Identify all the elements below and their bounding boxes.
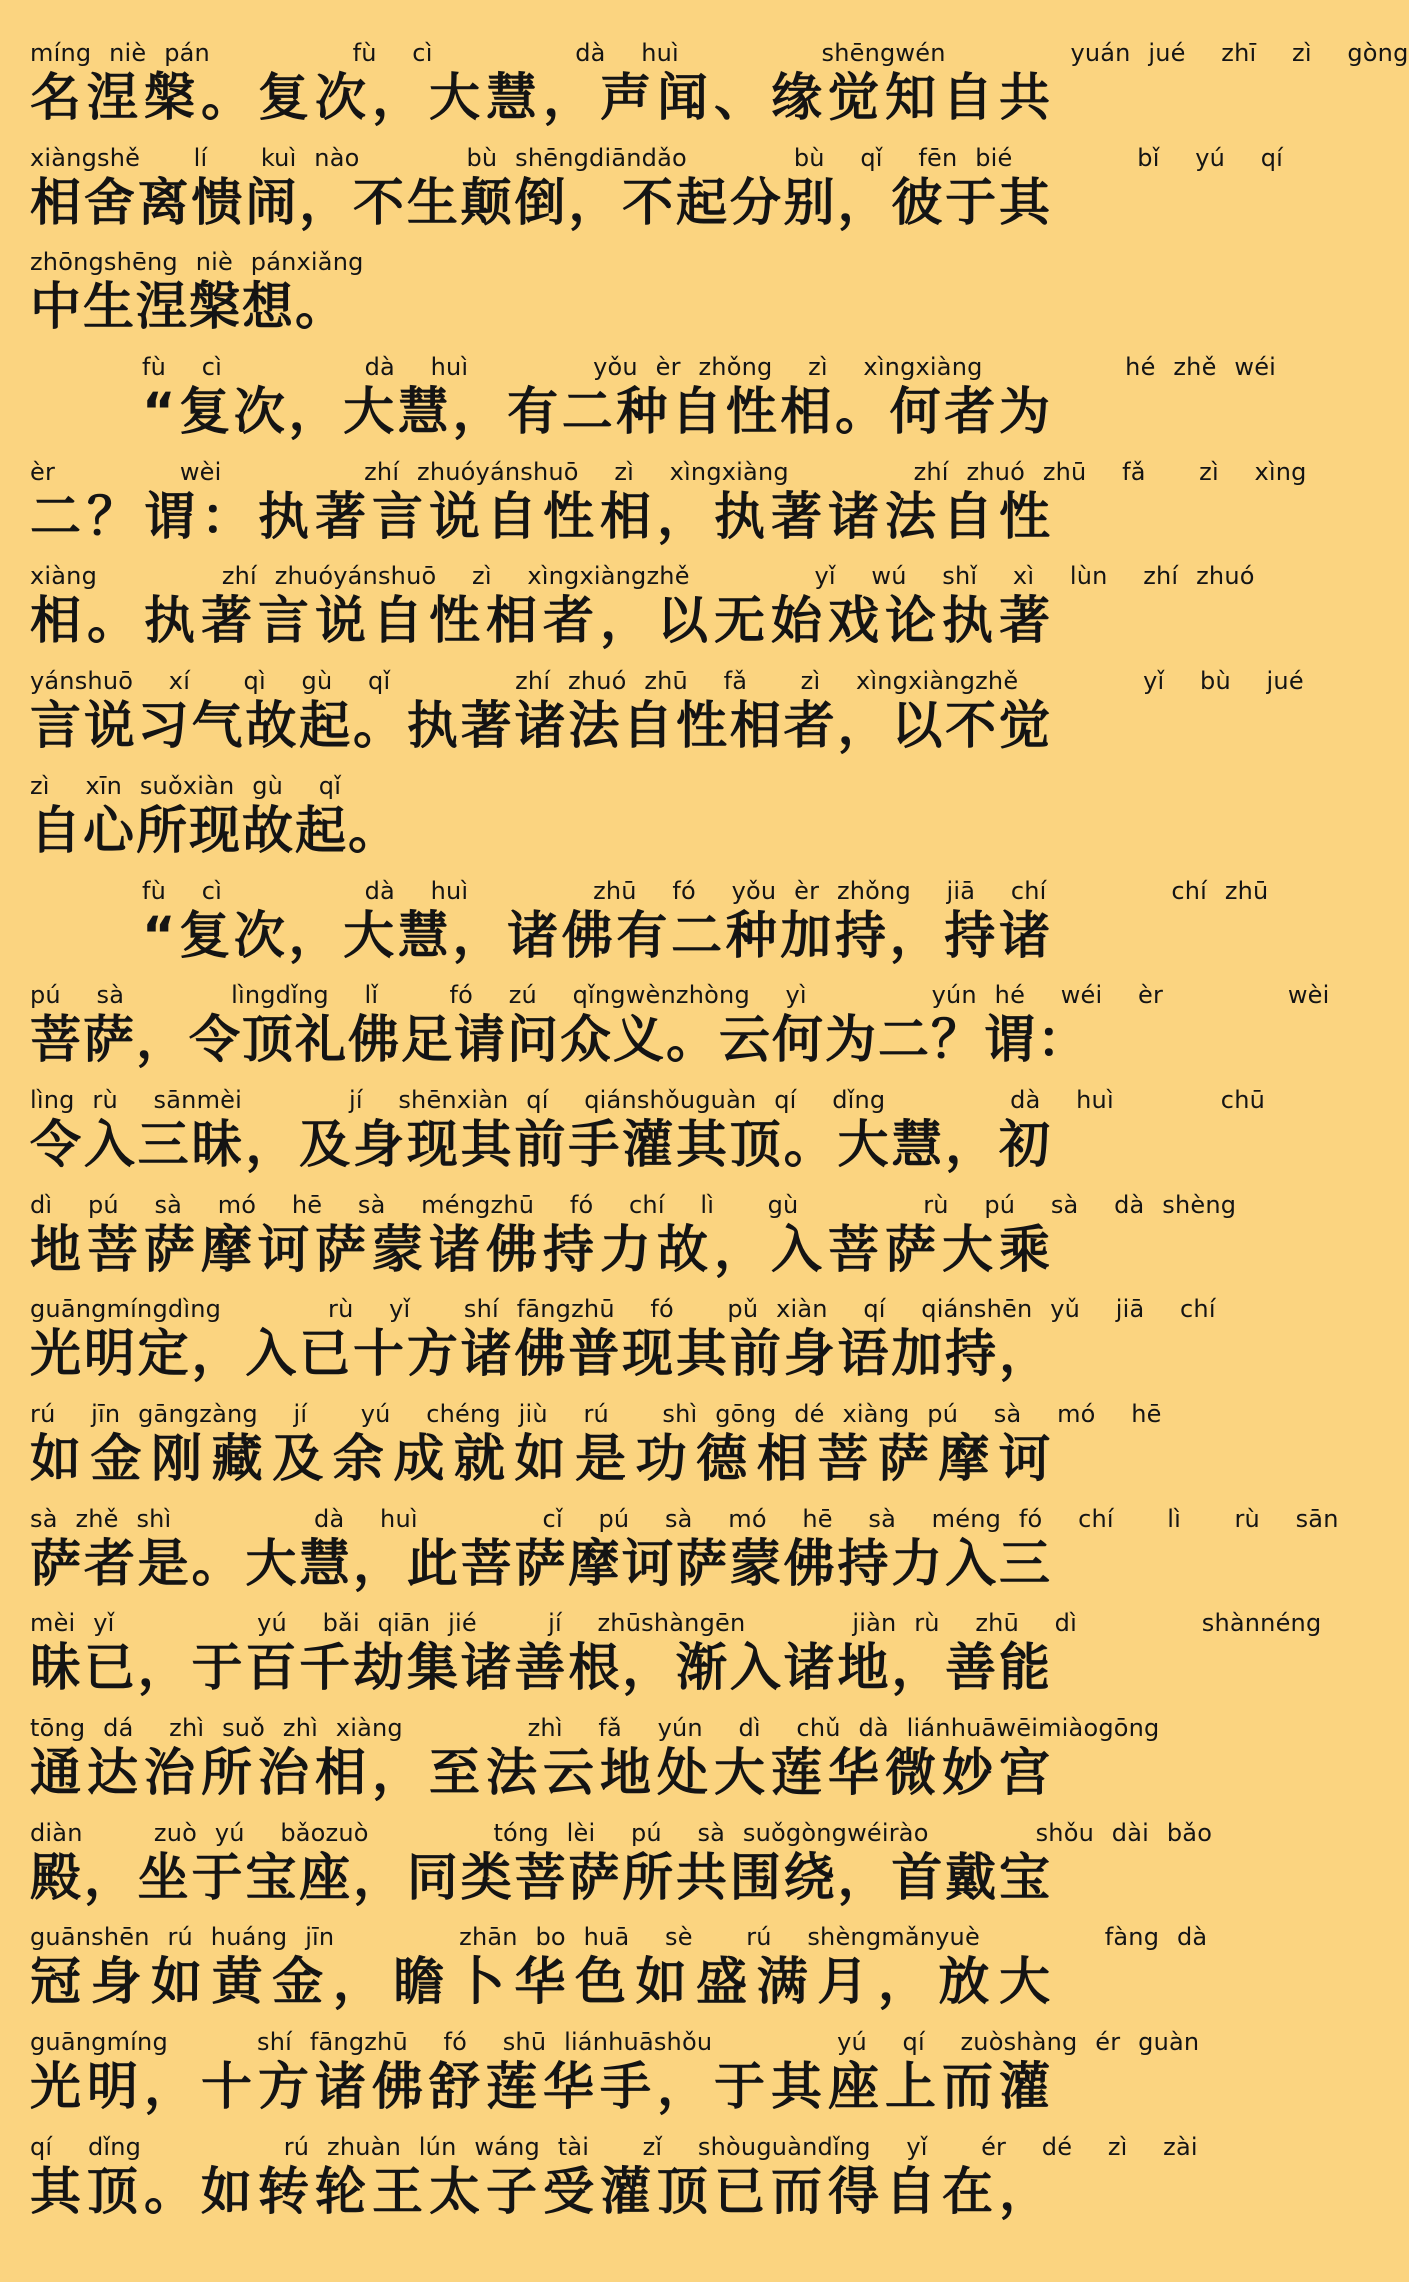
pinyin-row: fù cì dà huì zhū fó yǒu èr zhǒng jiā chí chí zhū <box>142 876 1269 905</box>
pinyin-row: diàn zuò yú bǎozuò tóng lèi pú sà suǒgòngwéirào shǒu dài bǎo <box>30 1818 1213 1847</box>
hanzi-row: 通达治所治相，至法云地处大莲华微妙宫 <box>30 1744 1052 1803</box>
pinyin-row: èr wèi zhí zhuóyánshuō zì xìngxiàng zhí zhuó zhū fǎ zì xìng <box>30 457 1307 486</box>
hanzi-row: 光明定，入已十方诸佛普现其前身语加持， <box>30 1325 1052 1385</box>
hanzi-row: 名涅槃。复次，大慧，声闻、缘觉知自共 <box>30 69 1052 128</box>
verse-line <box>30 980 1330 1085</box>
pinyin-row: rú jīn gāngzàng jí yú chéng jiù rú shì gōng dé xiàng pú sà mó hē <box>30 1399 1162 1428</box>
hanzi-row: 其顶。如转轮王太子受灌顶已而得自在， <box>30 2162 1052 2222</box>
pinyin-row: guāngmíng shí fāngzhū fó shū liánhuāshǒu yú qí zuòshàng ér guàn <box>30 2028 1200 2057</box>
verse-line <box>30 1085 1266 1190</box>
verse-line <box>30 876 1269 981</box>
pinyin-row: zhōngshēng niè pánxiǎng <box>30 248 364 277</box>
verse-line <box>30 1190 1237 1295</box>
hanzi-row: 自心所现故起。 <box>30 801 402 861</box>
hanzi-row: “复次，大慧，诸佛有二种加持，持诸 <box>142 906 1052 966</box>
verse-line <box>30 1294 1216 1399</box>
pinyin-row: míng niè pán fù cì dà huì shēngwén yuán jué zhī zì gòng <box>30 39 1409 67</box>
pinyin-row: zì xīn suǒxiàn gù qǐ <box>30 771 342 800</box>
verse-line <box>30 771 1052 876</box>
pinyin-row: mèi yǐ yú bǎi qiān jié jí zhūshàngēn jiàn rù zhū dì shànnéng <box>30 1609 1322 1638</box>
pinyin-row: xiàng zhí zhuóyánshuō zì xìngxiàngzhě yǐ wú shǐ xì lùn zhí zhuó <box>30 562 1255 591</box>
pinyin-row: tōng dá zhì suǒ zhì xiàng zhì fǎ yún dì chǔ dà liánhuāwēimiàogōng <box>30 1714 1160 1742</box>
verse-line <box>30 2027 1200 2132</box>
verse-line <box>30 666 1304 771</box>
hanzi-row: 令入三昧，及身现其前手灌其顶。大慧，初 <box>30 1115 1052 1175</box>
pinyin-row: pú sà lìngdǐng lǐ fó zú qǐngwènzhòng yì yún hé wéi èr wèi <box>30 981 1330 1010</box>
verse-line <box>30 1399 1162 1504</box>
verse-line <box>30 143 1283 248</box>
hanzi-row: 如金刚藏及余成就如是功德相菩萨摩诃 <box>30 1429 1052 1489</box>
hanzi-row: 中生涅槃想。 <box>30 278 349 338</box>
verse-line <box>30 1713 1160 1818</box>
verse-line <box>30 352 1277 457</box>
pinyin-row: xiàngshě lí kuì nào bù shēngdiāndǎo bù qǐ fēn bié bǐ yú qí <box>30 143 1283 172</box>
hanzi-row: 二？谓：执著言说自性相，执著诸法自性 <box>30 487 1052 547</box>
verse-line <box>30 1922 1208 2027</box>
pinyin-row: guānshēn rú huáng jīn zhān bo huā sè rú shèngmǎnyuè fàng dà <box>30 1923 1208 1952</box>
pinyin-row: qí dǐng rú zhuàn lún wáng tài zǐ shòuguàndǐng yǐ ér dé zì zài <box>30 2132 1198 2161</box>
pinyin-row: sà zhě shì dà huì cǐ pú sà mó hē sà méng fó chí lì rù sān <box>30 1504 1339 1533</box>
verse-line <box>30 561 1255 666</box>
verse-line <box>30 247 1052 352</box>
hanzi-row: 光明，十方诸佛舒莲华手，于其座上而灌 <box>30 2058 1052 2118</box>
hanzi-row: 相。执著言说自性相者，以无始戏论执著 <box>30 592 1052 652</box>
hanzi-row: 萨者是。大慧，此菩萨摩诃萨蒙佛持力入三 <box>30 1534 1052 1594</box>
hanzi-row: 殿，坐于宝座，同类菩萨所共围绕，首戴宝 <box>30 1848 1052 1908</box>
hanzi-row: “复次，大慧，有二种自性相。何者为 <box>142 383 1052 443</box>
verse-line <box>30 1504 1339 1609</box>
pinyin-row: fù cì dà huì yǒu èr zhǒng zì xìngxiàng hé zhě wéi <box>142 353 1277 382</box>
pinyin-row: yánshuō xí qì gù qǐ zhí zhuó zhū fǎ zì xìngxiàngzhě yǐ bù jué <box>30 667 1304 696</box>
pinyin-row: dì pú sà mó hē sà méngzhū fó chí lì gù rù pú sà dà shèng <box>30 1190 1237 1219</box>
verse-line <box>30 1818 1213 1923</box>
hanzi-row: 昧已，于百千劫集诸善根，渐入诸地，善能 <box>30 1639 1052 1699</box>
hanzi-row: 菩萨，令顶礼佛足请问众义。云何为二？谓： <box>30 1011 1091 1071</box>
verse-line <box>30 457 1307 562</box>
hanzi-row: 地菩萨摩诃萨蒙诸佛持力故，入菩萨大乘 <box>30 1220 1052 1280</box>
pinyin-row: guāngmíngdìng rù yǐ shí fāngzhū fó pǔ xiàn qí qiánshēn yǔ jiā chí <box>30 1295 1216 1324</box>
verse-line <box>30 38 1409 143</box>
verse-line <box>30 2132 1198 2237</box>
verse-line <box>30 1608 1322 1713</box>
hanzi-row: 冠身如黄金，瞻卜华色如盛满月，放大 <box>30 1953 1052 2013</box>
pinyin-row: lìng rù sānmèi jí shēnxiàn qí qiánshǒuguàn qí dǐng dà huì chū <box>30 1085 1266 1114</box>
hanzi-row: 相舍离愦闹，不生颠倒，不起分别，彼于其 <box>30 173 1052 233</box>
hanzi-row: 言说习气故起。执著诸法自性相者，以不觉 <box>30 697 1052 757</box>
